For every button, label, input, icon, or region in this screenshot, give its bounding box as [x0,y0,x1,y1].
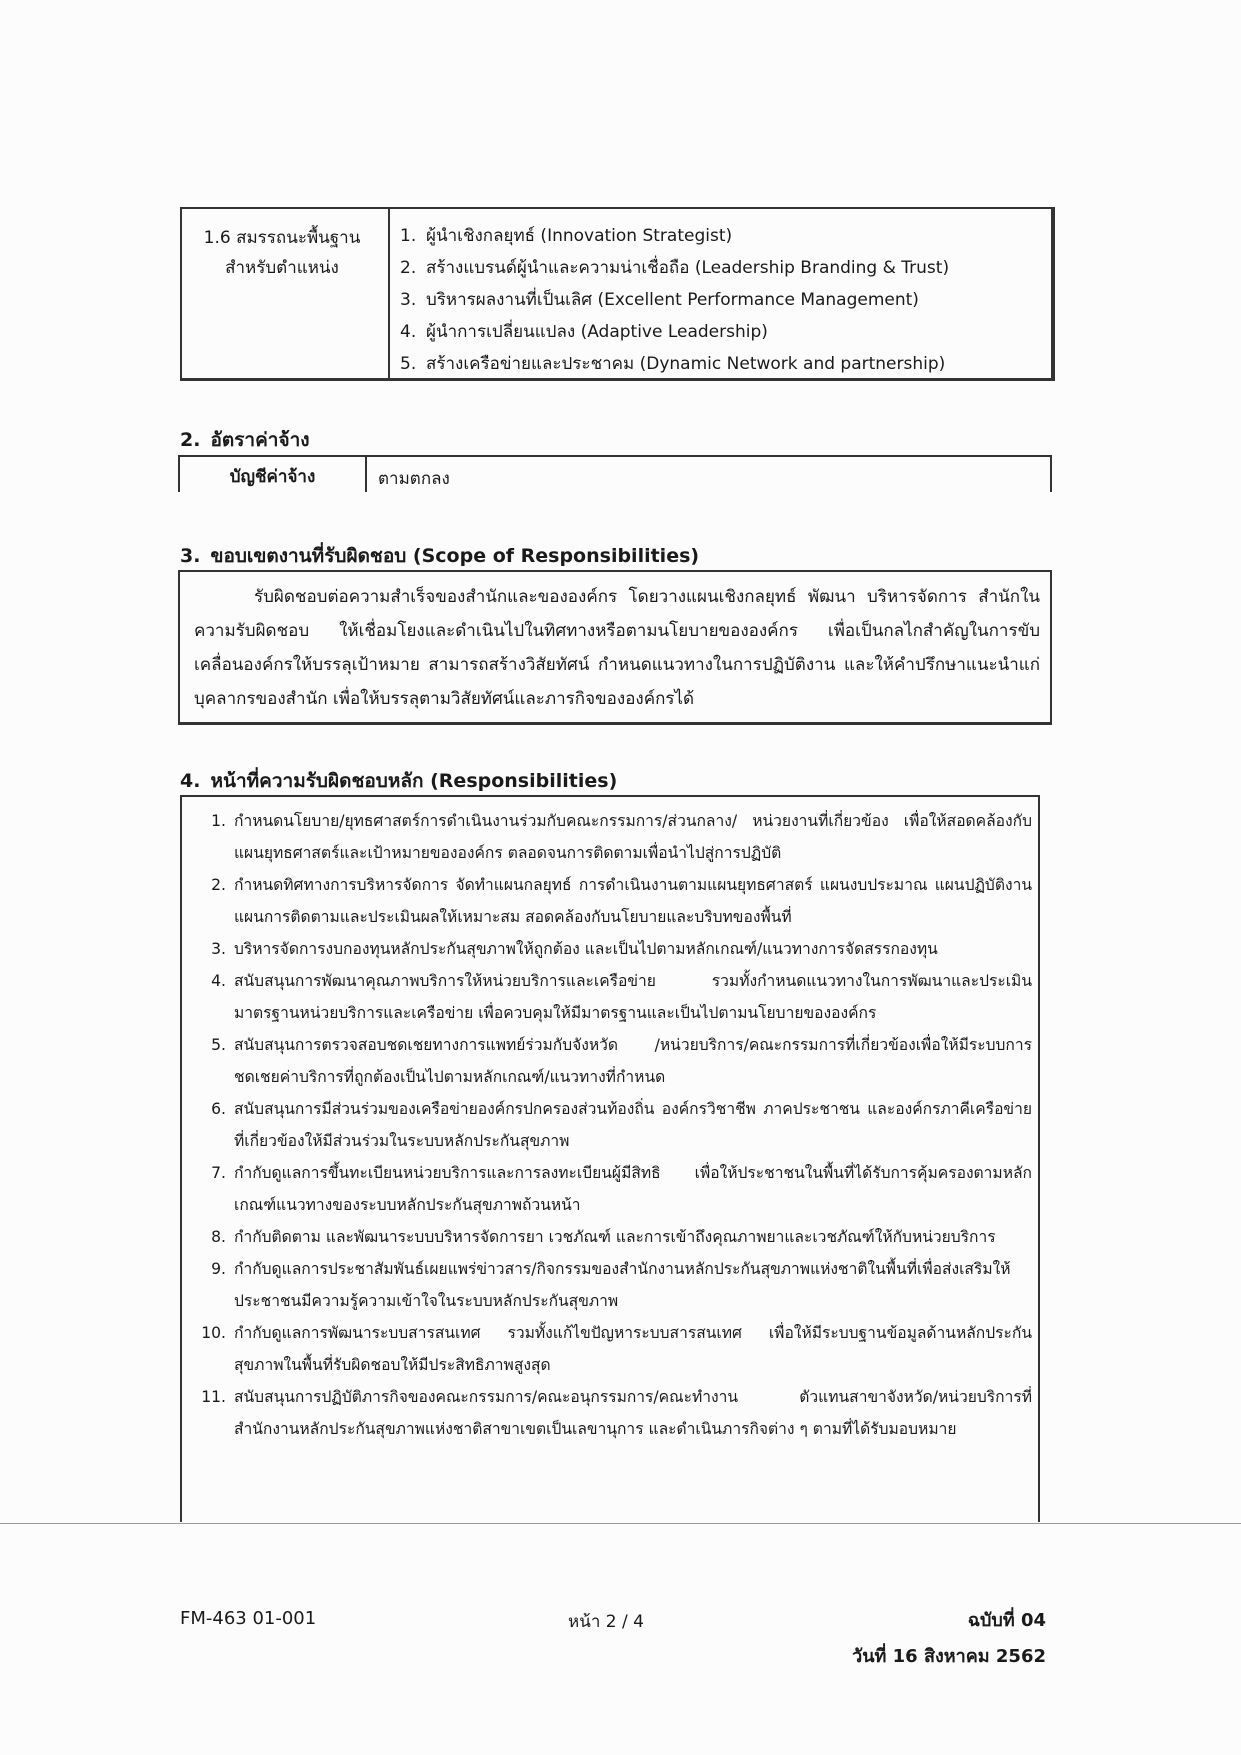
item-number: 7. [211,1164,226,1182]
wage-heading [180,425,310,455]
section-number: 4. [180,770,201,792]
form-code: FM-463 01-001 [180,1608,317,1629]
list-item [184,1381,1032,1445]
scope-box [178,570,1052,725]
item-text: สนับสนุนการตรวจสอบชดเชยทางการแพทย์ร่วมกับจังหวัด /หน่วยบริการ/คณะกรรมการที่เกี่ยวข้องเพื่อให้มีระบบการชดเชยค่าบริการที่ถูกต้องเป็นไปตามหลักเกณฑ์/แนวทางที่กำหนด [234,1036,1032,1086]
item-number: 5. [400,354,417,374]
competency-label [192,223,372,283]
responsibilities-heading [180,766,617,796]
table-divider [388,209,390,378]
list-item [184,1029,1032,1093]
competency-label-line2: สำหรับตำแหน่ง [225,258,339,278]
list-item [184,965,1032,1029]
item-text: กำหนดนโยบาย/ยุทธศาสตร์การดำเนินงานร่วมกับคณะกรรมการ/ส่วนกลาง/ หน่วยงานที่เกี่ยวข้อง เพื่อให้สอดคล้องกับแผนยุทธศาสตร์และเป้าหมายขององค์กร ตลอดจนการติดตามเพื่อนำไปสู่การปฏิบัติ [234,812,1032,862]
responsibilities-box [180,795,1040,1522]
list-item [400,284,1045,316]
item-text: สนับสนุนการพัฒนาคุณภาพบริการให้หน่วยบริการและเครือข่าย รวมทั้งกำหนดแนวทางในการพัฒนาและประเมินมาตรฐานหน่วยบริการและเครือข่าย เพื่อควบคุมให้มีมาตรฐานและเป็นไปตามนโยบายขององค์กร [234,972,1032,1022]
item-text: ผู้นำเชิงกลยุทธ์ (Innovation Strategist) [426,226,733,246]
wage-label: บัญชีค่าจ้าง [229,467,316,487]
page-number: หน้า 2 / 4 [568,1612,644,1632]
item-number: 4. [400,322,417,342]
list-item [184,1093,1032,1157]
responsibilities-list [184,805,1032,1445]
item-text: กำกับดูแลการขึ้นทะเบียนหน่วยบริการและการลงทะเบียนผู้มีสิทธิ เพื่อให้ประชาชนในพื้นที่ได้รับการคุ้มครองตามหลักเกณฑ์แนวทางของระบบหลักประกันสุขภาพถ้วนหน้า [234,1164,1032,1214]
list-item [400,316,1045,348]
wage-value: ตามตกลง [378,469,450,489]
item-number: 6. [211,1100,226,1118]
item-text: สร้างเครือข่ายและประชาคม (Dynamic Network and partnership) [426,354,946,374]
item-text: กำกับดูแลการประชาสัมพันธ์เผยแพร่ข่าวสาร/กิจกรรมของสำนักงานหลักประกันสุขภาพแห่งชาติในพื้นที่เพื่อส่งเสริมให้ประชาชนมีความรู้ความเข้าใจในระบบหลักประกันสุขภาพ [234,1260,1011,1310]
scope-heading [180,541,699,571]
scope-text: รับผิดชอบต่อความสำเร็จของสำนักและขององค์กร โดยวางแผนเชิงกลยุทธ์ พัฒนา บริหารจัดการ สำนักในความรับผิดชอบ ให้เชื่อมโยงและดำเนินไปในทิศทางหรือตามนโยบายขององค์กร เพื่อเป็นกลไกสำคัญในการขับเคลื่อนองค์กรให้บรรลุเป้าหมาย สามารถสร้างวิสัยทัศน์ กำหนดแนวทางในการปฏิบัติงาน และให้คำปรึกษาแนะนำแก่บุคลากรของสำนัก เพื่อให้บรรลุตามวิสัยทัศน์และภารกิจขององค์กรได้ [194,587,1040,709]
list-item [400,220,1045,252]
item-number: 9. [211,1260,226,1278]
item-number: 3. [400,290,417,310]
list-item [184,933,1032,965]
list-item [400,252,1045,284]
list-item [400,348,1045,380]
competency-list [400,220,1045,380]
section-number: 2. [180,429,201,451]
section-title: หน้าที่ความรับผิดชอบหลัก (Responsibilities) [210,770,618,792]
item-text: กำหนดทิศทางการบริหารจัดการ จัดทำแผนกลยุทธ์ การดำเนินงานตามแผนยุทธศาสตร์ แผนงบประมาณ แผนปฏิบัติงาน แผนการติดตามและประเมินผลให้เหมาะสม สอดคล้องกับนโยบายและบริบทของพื้นที่ [234,876,1032,926]
list-item [184,1317,1032,1381]
section-title: อัตราค่าจ้าง [210,429,310,451]
section-number: 3. [180,545,201,567]
list-item [184,1253,1032,1317]
item-number: 2. [211,876,226,894]
section-title: ขอบเขตงานที่รับผิดชอบ (Scope of Responsibilities) [210,545,700,567]
list-item [184,1221,1032,1253]
list-item [184,805,1032,869]
item-number: 8. [211,1228,226,1246]
item-text: บริหารผลงานที่เป็นเลิศ (Excellent Performance Management) [426,290,919,310]
item-text: สร้างแบรนด์ผู้นำและความน่าเชื่อถือ (Leadership Branding & Trust) [426,258,950,278]
list-item [184,869,1032,933]
item-number: 5. [211,1036,226,1054]
item-text: สนับสนุนการมีส่วนร่วมของเครือข่ายองค์กรปกครองส่วนท้องถิ่น องค์กรวิชาชีพ ภาคประชาชน และองค์กรภาคีเครือข่ายที่เกี่ยวข้องให้มีส่วนร่วมในระบบหลักประกันสุขภาพ [234,1100,1032,1150]
item-text: ผู้นำการเปลี่ยนแปลง (Adaptive Leadership) [426,322,768,342]
item-number: 4. [211,972,226,990]
wage-table [178,455,1052,492]
edition-block [852,1603,1046,1675]
table-divider [365,457,367,492]
item-number: 3. [211,940,226,958]
item-number: 2. [400,258,417,278]
item-text: กำกับติดตาม และพัฒนาระบบบริหารจัดการยา เวชภัณฑ์ และการเข้าถึงคุณภาพยาและเวชภัณฑ์ให้กับหน่วยบริการ [234,1228,996,1246]
item-number: 11. [201,1388,226,1406]
item-number: 1. [211,812,226,830]
list-item [184,1157,1032,1221]
page-divider [0,1523,1241,1524]
edition-date: วันที่ 16 สิงหาคม 2562 [852,1646,1046,1667]
item-text: กำกับดูแลการพัฒนาระบบสารสนเทศ รวมทั้งแก้ไขปัญหาระบบสารสนเทศ เพื่อให้มีระบบฐานข้อมูลด้านหลักประกันสุขภาพในพื้นที่รับผิดชอบให้มีประสิทธิภาพสูงสุด [234,1324,1032,1374]
competency-table [180,207,1055,381]
item-number: 10. [201,1324,226,1342]
item-text: สนับสนุนการปฏิบัติภารกิจของคณะกรรมการ/คณะอนุกรรมการ/คณะทำงาน ตัวแทนสาขาจังหวัด/หน่วยบริการที่สำนักงานหลักประกันสุขภาพแห่งชาติสาขาเขตเป็นเลขานุการ และดำเนินภารกิจต่าง ๆ ตามที่ได้รับมอบหมาย [234,1388,1032,1438]
item-text: บริหารจัดการงบกองทุนหลักประกันสุขภาพให้ถูกต้อง และเป็นไปตามหลักเกณฑ์/แนวทางการจัดสรรกองทุน [234,940,938,958]
edition-number: ฉบับที่ 04 [967,1610,1046,1631]
competency-label-line1: 1.6 สมรรถนะพื้นฐาน [203,228,361,248]
item-number: 1. [400,226,417,246]
